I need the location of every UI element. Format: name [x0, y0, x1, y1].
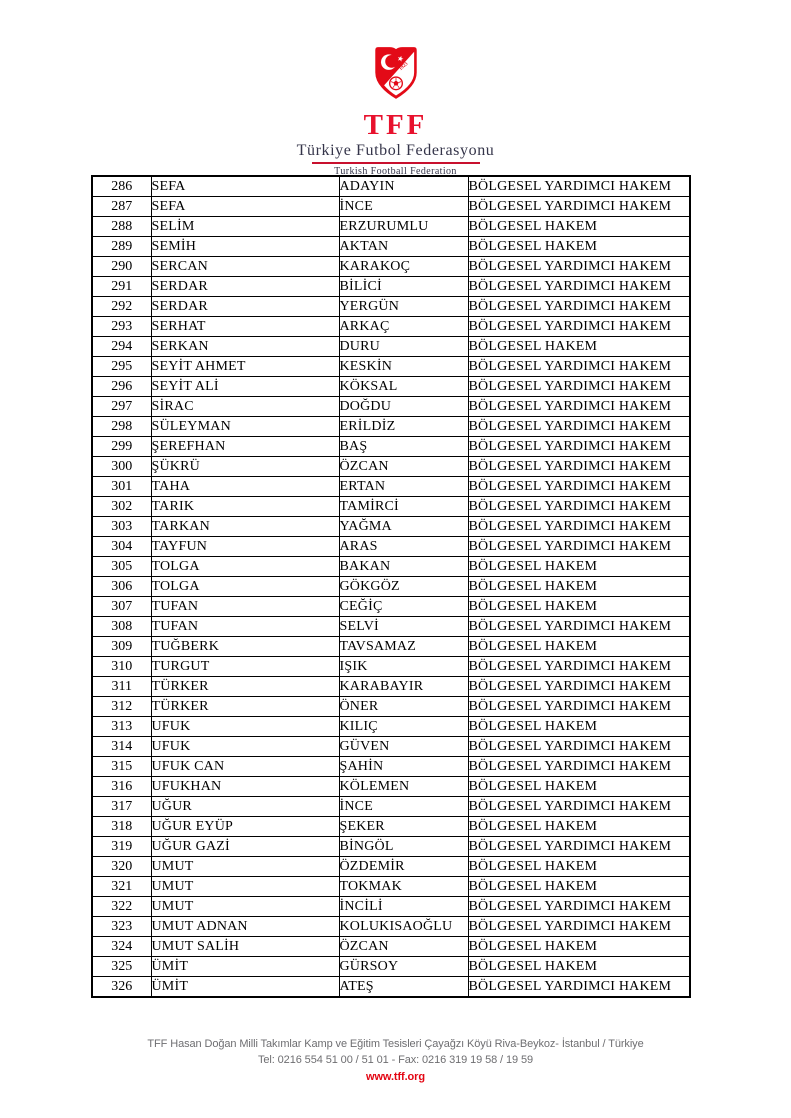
role: BÖLGESEL HAKEM — [468, 337, 690, 357]
first-name: UMUT SALİH — [151, 937, 339, 957]
first-name: SEYİT AHMET — [151, 357, 339, 377]
role: BÖLGESEL HAKEM — [468, 217, 690, 237]
last-name: KESKİN — [339, 357, 468, 377]
first-name: UFUK — [151, 717, 339, 737]
first-name: UĞUR EYÜP — [151, 817, 339, 837]
table-row — [92, 197, 690, 217]
table-row — [92, 437, 690, 457]
first-name: SEFA — [151, 197, 339, 217]
row-number: 303 — [92, 517, 151, 537]
last-name: ŞAHİN — [339, 757, 468, 777]
row-number: 286 — [92, 176, 151, 197]
role: BÖLGESEL YARDIMCI HAKEM — [468, 917, 690, 937]
row-number: 318 — [92, 817, 151, 837]
last-name: TAMİRCİ — [339, 497, 468, 517]
table-row — [92, 257, 690, 277]
first-name: TARKAN — [151, 517, 339, 537]
table-row — [92, 657, 690, 677]
role: BÖLGESEL HAKEM — [468, 817, 690, 837]
footer-phone: Tel: 0216 554 51 00 / 51 01 - Fax: 0216 319 19 58 / 19 59 — [257, 1054, 533, 1066]
table-row — [92, 237, 690, 257]
role: BÖLGESEL HAKEM — [468, 777, 690, 797]
last-name: YERGÜN — [339, 297, 468, 317]
table-row — [92, 317, 690, 337]
role: BÖLGESEL YARDIMCI HAKEM — [468, 737, 690, 757]
table-row — [92, 737, 690, 757]
row-number: 302 — [92, 497, 151, 517]
row-number: 325 — [92, 957, 151, 977]
first-name: UFUKHAN — [151, 777, 339, 797]
first-name: SEYİT ALİ — [151, 377, 339, 397]
row-number: 317 — [92, 797, 151, 817]
table-row — [92, 837, 690, 857]
row-number: 289 — [92, 237, 151, 257]
last-name: CEĞİÇ — [339, 597, 468, 617]
table-row — [92, 357, 690, 377]
table-row — [92, 757, 690, 777]
row-number: 312 — [92, 697, 151, 717]
last-name: BAKAN — [339, 557, 468, 577]
row-number: 290 — [92, 257, 151, 277]
tff-header — [0, 0, 791, 178]
last-name: GÜRSOY — [339, 957, 468, 977]
table-row — [92, 397, 690, 417]
last-name: ÖZCAN — [339, 937, 468, 957]
row-number: 314 — [92, 737, 151, 757]
last-name: ÖZCAN — [339, 457, 468, 477]
page-footer — [0, 1036, 791, 1085]
referee-table-body — [92, 176, 690, 997]
last-name: TAVSAMAZ — [339, 637, 468, 657]
last-name: ÖNER — [339, 697, 468, 717]
table-row — [92, 617, 690, 637]
last-name: ERTAN — [339, 477, 468, 497]
role: BÖLGESEL YARDIMCI HAKEM — [468, 176, 690, 197]
row-number: 313 — [92, 717, 151, 737]
role: BÖLGESEL YARDIMCI HAKEM — [468, 437, 690, 457]
role: BÖLGESEL YARDIMCI HAKEM — [468, 497, 690, 517]
row-number: 307 — [92, 597, 151, 617]
role: BÖLGESEL YARDIMCI HAKEM — [468, 457, 690, 477]
footer-address: TFF Hasan Doğan Milli Takımlar Kamp ve Eğitim Tesisleri Çayağzı Köyü Riva-Beykoz- İstanbul / Türkiye — [147, 1038, 644, 1050]
first-name: SEFA — [151, 176, 339, 197]
table-row — [92, 597, 690, 617]
table-row — [92, 937, 690, 957]
role: BÖLGESEL YARDIMCI HAKEM — [468, 197, 690, 217]
last-name: DOĞDU — [339, 397, 468, 417]
first-name: TOLGA — [151, 577, 339, 597]
first-name: TARIK — [151, 497, 339, 517]
first-name: ÜMİT — [151, 957, 339, 977]
role: BÖLGESEL YARDIMCI HAKEM — [468, 377, 690, 397]
table-row — [92, 217, 690, 237]
last-name: DURU — [339, 337, 468, 357]
last-name: YAĞMA — [339, 517, 468, 537]
role: BÖLGESEL YARDIMCI HAKEM — [468, 357, 690, 377]
org-name-turkish: Türkiye Futbol Federasyonu — [296, 142, 495, 159]
table-row — [92, 457, 690, 477]
table-row — [92, 277, 690, 297]
table-row — [92, 176, 690, 197]
table-row — [92, 577, 690, 597]
row-number: 311 — [92, 677, 151, 697]
role: BÖLGESEL YARDIMCI HAKEM — [468, 517, 690, 537]
table-row — [92, 477, 690, 497]
row-number: 304 — [92, 537, 151, 557]
first-name: TURGUT — [151, 657, 339, 677]
tff-wordmark: TFF — [363, 109, 428, 141]
first-name: TUFAN — [151, 617, 339, 637]
table-row — [92, 557, 690, 577]
table-row — [92, 417, 690, 437]
row-number: 297 — [92, 397, 151, 417]
last-name: KÖLEMEN — [339, 777, 468, 797]
last-name: BİNGÖL — [339, 837, 468, 857]
role: BÖLGESEL HAKEM — [468, 557, 690, 577]
last-name: AKTAN — [339, 237, 468, 257]
role: BÖLGESEL YARDIMCI HAKEM — [468, 797, 690, 817]
role: BÖLGESEL YARDIMCI HAKEM — [468, 317, 690, 337]
first-name: TUĞBERK — [151, 637, 339, 657]
first-name: ŞÜKRÜ — [151, 457, 339, 477]
last-name: İNCE — [339, 197, 468, 217]
role: BÖLGESEL YARDIMCI HAKEM — [468, 417, 690, 437]
table-row — [92, 797, 690, 817]
last-name: TOKMAK — [339, 877, 468, 897]
row-number: 319 — [92, 837, 151, 857]
table-row — [92, 497, 690, 517]
row-number: 306 — [92, 577, 151, 597]
last-name: ERİLDİZ — [339, 417, 468, 437]
first-name: TUFAN — [151, 597, 339, 617]
crest-year: 1923 — [398, 61, 409, 73]
first-name: UFUK CAN — [151, 757, 339, 777]
role: BÖLGESEL YARDIMCI HAKEM — [468, 697, 690, 717]
row-number: 292 — [92, 297, 151, 317]
role: BÖLGESEL HAKEM — [468, 577, 690, 597]
row-number: 294 — [92, 337, 151, 357]
role: BÖLGESEL HAKEM — [468, 237, 690, 257]
last-name: İNCİLİ — [339, 897, 468, 917]
row-number: 305 — [92, 557, 151, 577]
row-number: 321 — [92, 877, 151, 897]
table-row — [92, 337, 690, 357]
first-name: TÜRKER — [151, 677, 339, 697]
first-name: TAHA — [151, 477, 339, 497]
table-row — [92, 517, 690, 537]
first-name: SİRAC — [151, 397, 339, 417]
first-name: ŞEREFHAN — [151, 437, 339, 457]
role: BÖLGESEL YARDIMCI HAKEM — [468, 657, 690, 677]
first-name: SERDAR — [151, 277, 339, 297]
role: BÖLGESEL YARDIMCI HAKEM — [468, 477, 690, 497]
football-icon — [389, 77, 402, 90]
role: BÖLGESEL YARDIMCI HAKEM — [468, 617, 690, 637]
row-number: 288 — [92, 217, 151, 237]
table-row — [92, 857, 690, 877]
row-number: 293 — [92, 317, 151, 337]
first-name: SEMİH — [151, 237, 339, 257]
row-number: 308 — [92, 617, 151, 637]
row-number: 324 — [92, 937, 151, 957]
role: BÖLGESEL YARDIMCI HAKEM — [468, 977, 690, 998]
row-number: 315 — [92, 757, 151, 777]
table-row — [92, 817, 690, 837]
role: BÖLGESEL HAKEM — [468, 717, 690, 737]
row-number: 310 — [92, 657, 151, 677]
last-name: İNCE — [339, 797, 468, 817]
table-row — [92, 697, 690, 717]
last-name: ARAS — [339, 537, 468, 557]
row-number: 298 — [92, 417, 151, 437]
row-number: 316 — [92, 777, 151, 797]
last-name: ŞEKER — [339, 817, 468, 837]
table-row — [92, 297, 690, 317]
last-name: SELVİ — [339, 617, 468, 637]
table-row — [92, 537, 690, 557]
row-number: 323 — [92, 917, 151, 937]
last-name: KARABAYIR — [339, 677, 468, 697]
first-name: UMUT ADNAN — [151, 917, 339, 937]
role: BÖLGESEL HAKEM — [468, 597, 690, 617]
first-name: SERKAN — [151, 337, 339, 357]
last-name: KOLUKISAOĞLU — [339, 917, 468, 937]
last-name: BAŞ — [339, 437, 468, 457]
first-name: SERCAN — [151, 257, 339, 277]
footer-website-link[interactable]: www.tff.org — [366, 1071, 425, 1083]
last-name: ARKAÇ — [339, 317, 468, 337]
table-row — [92, 957, 690, 977]
last-name: KÖKSAL — [339, 377, 468, 397]
last-name: ADAYIN — [339, 176, 468, 197]
row-number: 320 — [92, 857, 151, 877]
row-number: 309 — [92, 637, 151, 657]
role: BÖLGESEL YARDIMCI HAKEM — [468, 837, 690, 857]
role: BÖLGESEL HAKEM — [468, 877, 690, 897]
role: BÖLGESEL YARDIMCI HAKEM — [468, 277, 690, 297]
role: BÖLGESEL HAKEM — [468, 637, 690, 657]
role: BÖLGESEL YARDIMCI HAKEM — [468, 537, 690, 557]
row-number: 291 — [92, 277, 151, 297]
first-name: SERDAR — [151, 297, 339, 317]
table-row — [92, 977, 690, 998]
role: BÖLGESEL YARDIMCI HAKEM — [468, 297, 690, 317]
first-name: ÜMİT — [151, 977, 339, 998]
first-name: UFUK — [151, 737, 339, 757]
row-number: 322 — [92, 897, 151, 917]
table-row — [92, 917, 690, 937]
row-number: 296 — [92, 377, 151, 397]
last-name: GÖKGÖZ — [339, 577, 468, 597]
role: BÖLGESEL YARDIMCI HAKEM — [468, 677, 690, 697]
row-number: 295 — [92, 357, 151, 377]
header-divider — [312, 162, 480, 164]
first-name: SERHAT — [151, 317, 339, 337]
last-name: GÜVEN — [339, 737, 468, 757]
table-row — [92, 377, 690, 397]
first-name: TÜRKER — [151, 697, 339, 717]
role: BÖLGESEL YARDIMCI HAKEM — [468, 257, 690, 277]
table-row — [92, 877, 690, 897]
last-name: ATEŞ — [339, 977, 468, 998]
org-name-english: Turkish Football Federation — [334, 166, 457, 177]
first-name: TOLGA — [151, 557, 339, 577]
first-name: UMUT — [151, 857, 339, 877]
table-row — [92, 637, 690, 657]
role: BÖLGESEL YARDIMCI HAKEM — [468, 397, 690, 417]
first-name: UMUT — [151, 877, 339, 897]
first-name: UĞUR — [151, 797, 339, 817]
row-number: 300 — [92, 457, 151, 477]
role: BÖLGESEL HAKEM — [468, 957, 690, 977]
row-number: 299 — [92, 437, 151, 457]
role: BÖLGESEL YARDIMCI HAKEM — [468, 897, 690, 917]
row-number: 287 — [92, 197, 151, 217]
first-name: SELİM — [151, 217, 339, 237]
role: BÖLGESEL YARDIMCI HAKEM — [468, 757, 690, 777]
role: BÖLGESEL HAKEM — [468, 857, 690, 877]
referee-table — [91, 175, 691, 998]
role: BÖLGESEL HAKEM — [468, 937, 690, 957]
table-row — [92, 677, 690, 697]
first-name: UĞUR GAZİ — [151, 837, 339, 857]
last-name: KARAKOÇ — [339, 257, 468, 277]
last-name: IŞIK — [339, 657, 468, 677]
row-number: 301 — [92, 477, 151, 497]
last-name: BİLİCİ — [339, 277, 468, 297]
table-row — [92, 777, 690, 797]
last-name: ÖZDEMİR — [339, 857, 468, 877]
row-number: 326 — [92, 977, 151, 998]
first-name: UMUT — [151, 897, 339, 917]
last-name: ERZURUMLU — [339, 217, 468, 237]
first-name: TAYFUN — [151, 537, 339, 557]
table-row — [92, 717, 690, 737]
table-row — [92, 897, 690, 917]
tff-crest-icon — [370, 44, 422, 102]
last-name: KILIÇ — [339, 717, 468, 737]
first-name: SÜLEYMAN — [151, 417, 339, 437]
